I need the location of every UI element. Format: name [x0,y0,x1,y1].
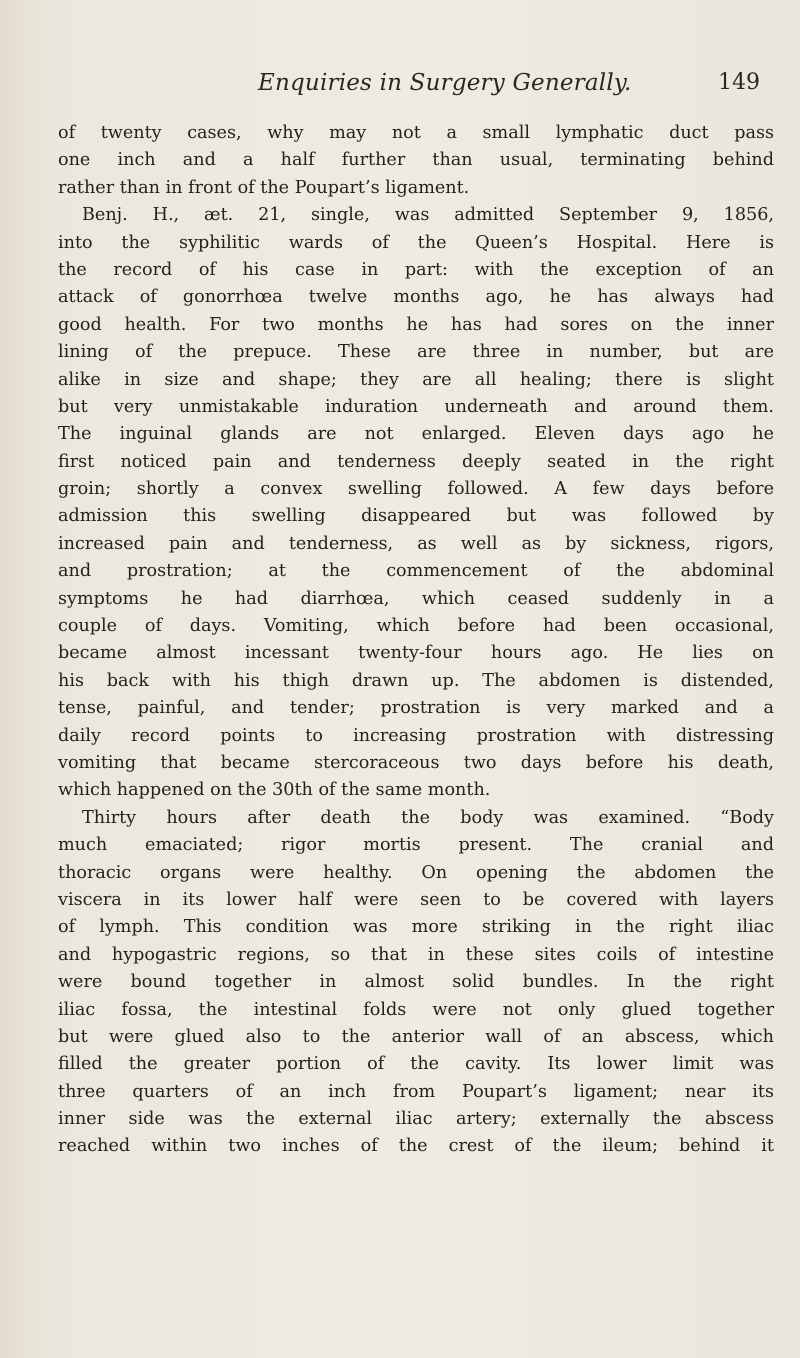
text-line: good health. For two months he has had sores on the inner [58,314,774,335]
text-line: iliac fossa, the intestinal folds were not only glued together [58,999,774,1020]
text-line: one inch and a half further than usual, terminating behind [58,150,774,171]
text-line: inner side was the external iliac artery; externally the abscess [58,1109,774,1130]
text-line: and hypogastric regions, so that in these sites coils of intestine [58,944,774,965]
running-head [0,70,800,110]
text-line: became almost incessant twenty-four hours ago. He lies on [58,643,774,664]
text-line: vomiting that became stercoraceous two days before his death, [58,752,774,773]
text-line: increased pain and tenderness, as well as by sickness, rigors, [58,533,774,554]
text-line: tense, painful, and tender; prostration is very marked and a [58,698,774,719]
text-line: thoracic organs were healthy. On opening the abdomen the [58,862,774,883]
text-line: his back with his thigh drawn up. The abdomen is distended, [58,670,774,691]
text-line: three quarters of an inch from Poupart’s ligament; near its [58,1081,774,1102]
text-line: daily record points to increasing prostration with distressing [58,725,774,746]
text-line: groin; shortly a convex swelling followed. A few days before [58,479,774,500]
body-text [58,120,774,1161]
text-line: much emaciated; rigor mortis present. The cranial and [58,835,774,856]
text-line: which happened on the 30th of the same month. [58,780,491,801]
text-line: but were glued also to the anterior wall of an abscess, which [58,1026,774,1047]
page-number: 149 [718,70,760,95]
text-line: admission this swelling disappeared but was followed by [58,506,774,527]
text-line: The inguinal glands are not enlarged. Eleven days ago he [58,424,774,445]
text-line: couple of days. Vomiting, which before had been occasional, [58,616,774,637]
text-line: attack of gonorrhœa twelve months ago, he has always had [58,287,774,308]
text-line: symptoms he had diarrhœa, which ceased suddenly in a [58,588,774,609]
text-line: filled the greater portion of the cavity. Its lower limit was [58,1054,774,1075]
text-line: viscera in its lower half were seen to be covered with layers [58,889,774,910]
text-line: into the syphilitic wards of the Queen’s Hospital. Here is [58,232,774,253]
text-line: Benj. H., æt. 21, single, was admitted September 9, 1856, [82,205,774,226]
text-line: of twenty cases, why may not a small lymphatic duct pass [58,123,774,143]
text-line: rather than in front of the Poupart’s ligament. [58,177,470,198]
text-line: but very unmistakable induration underneath and around them. [58,396,774,417]
text-line: of lymph. This condition was more striking in the right iliac [58,917,774,938]
text-line: Thirty hours after death the body was examined. “Body [82,807,774,828]
text-line: lining of the prepuce. These are three in number, but are [58,342,774,363]
text-line: reached within two inches of the crest of the ileum; behind it [58,1136,774,1157]
text-line: first noticed pain and tenderness deeply seated in the right [58,451,774,472]
text-line: the record of his case in part: with the exception of an [58,259,774,280]
text-line: were bound together in almost solid bundles. In the right [58,972,774,993]
text-line: alike in size and shape; they are all healing; there is slight [58,369,774,390]
text-line: and prostration; at the commencement of the abdominal [58,561,774,582]
running-title: Enquiries in Surgery Generally. [258,70,632,96]
